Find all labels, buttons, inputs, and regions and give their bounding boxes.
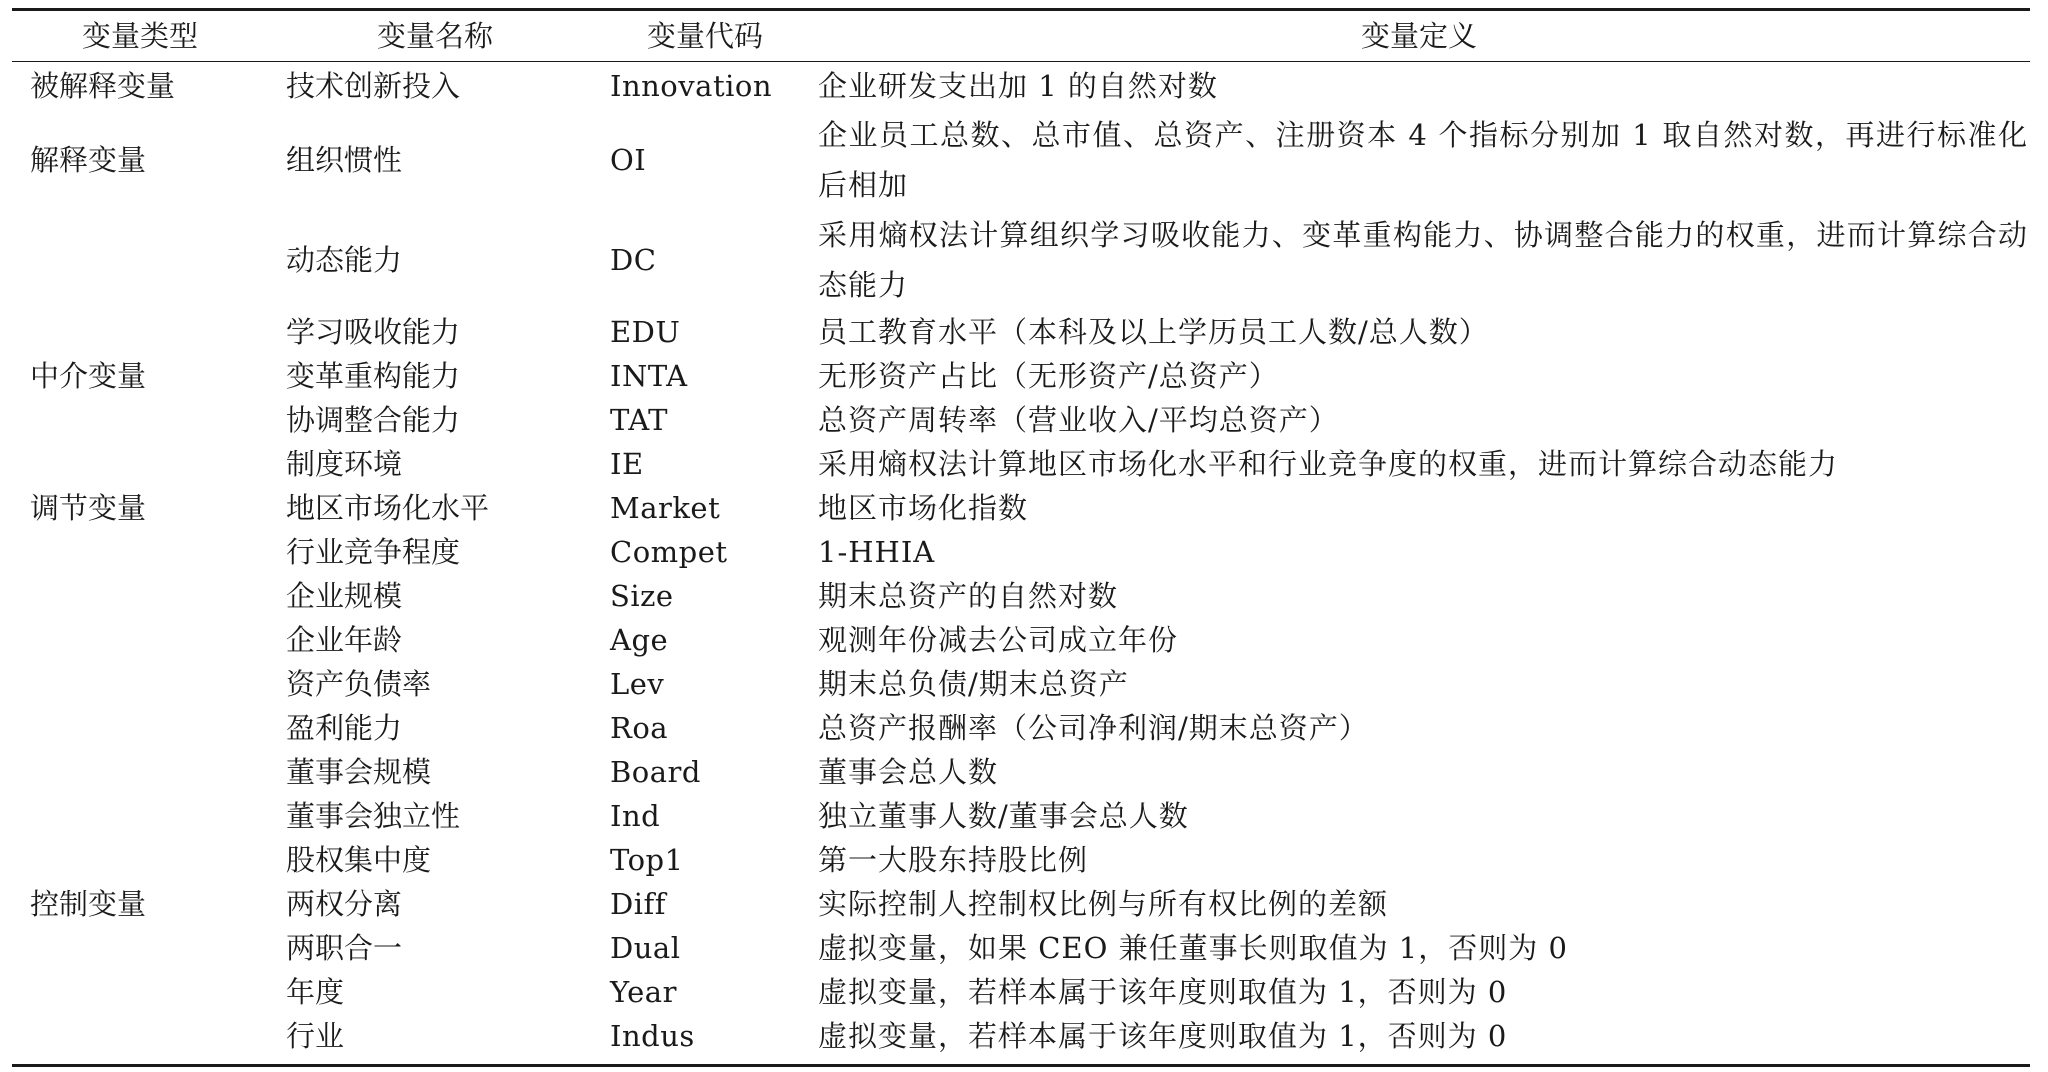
variable-name-cell: 两职合一 — [286, 931, 403, 965]
table-row — [12, 794, 2030, 838]
variable-definition-cell: 董事会总人数 — [818, 755, 999, 789]
variable-code-cell: Lev — [610, 667, 665, 701]
variable-definition-cell: 企业研发支出加 1 的自然对数 — [818, 69, 1218, 103]
variable-code-cell: INTA — [610, 359, 688, 393]
variable-definition-cell: 地区市场化指数 — [818, 491, 1029, 525]
table-row — [12, 310, 2030, 354]
variable-code-cell: Innovation — [610, 69, 773, 103]
bottom-rule — [12, 1064, 2030, 1067]
variable-code-cell: Compet — [610, 535, 728, 569]
table-row — [12, 442, 2030, 486]
variable-name-cell: 股权集中度 — [286, 843, 432, 877]
variable-code-cell: Board — [610, 755, 701, 789]
header-variable-definition: 变量定义 — [1360, 19, 1477, 53]
variable-name-cell: 董事会规模 — [286, 755, 432, 789]
header-variable-code: 变量代码 — [646, 19, 763, 53]
variable-name-cell: 组织惯性 — [286, 143, 403, 177]
variable-code-cell: Size — [610, 579, 674, 613]
variable-name-cell: 变革重构能力 — [286, 359, 461, 393]
variable-name-cell: 两权分离 — [286, 887, 403, 921]
variable-code-cell: Indus — [610, 1019, 695, 1053]
variable-code-cell: OI — [610, 143, 647, 177]
variable-name-cell: 协调整合能力 — [286, 403, 461, 437]
variable-definition-cell: 无形资产占比（无形资产/总资产） — [818, 359, 1279, 393]
variable-definition-cell: 员工教育水平（本科及以上学历员工人数/总人数） — [818, 315, 1489, 349]
table-header-row — [12, 11, 2030, 61]
variable-definition-cell: 企业员工总数、总市值、总资产、注册资本 4 个指标分别加 1 取自然对数，再进行标准化后相加 — [818, 118, 2028, 202]
variable-code-cell: Roa — [610, 711, 669, 745]
table-row — [12, 1014, 2030, 1058]
variable-definition-cell: 第一大股东持股比例 — [818, 843, 1089, 877]
variable-definition-cell: 实际控制人控制权比例与所有权比例的差额 — [818, 887, 1389, 921]
variable-definition-table — [12, 8, 2030, 1067]
variable-type-cell: 解释变量 — [30, 143, 147, 177]
variable-definition-cell: 总资产报酬率（公司净利润/期末总资产） — [818, 711, 1369, 745]
variable-name-cell: 行业 — [286, 1019, 345, 1053]
table-row — [12, 574, 2030, 618]
variable-definition-cell: 虚拟变量，若样本属于该年度则取值为 1，否则为 0 — [818, 1019, 1508, 1053]
variable-name-cell: 地区市场化水平 — [286, 491, 490, 525]
variable-name-cell: 企业年龄 — [286, 623, 403, 657]
table-row — [12, 62, 2030, 110]
variable-code-cell: EDU — [610, 315, 681, 349]
variable-code-cell: Year — [610, 975, 677, 1009]
table-row — [12, 486, 2030, 530]
table-row — [12, 354, 2030, 398]
variable-definition-cell: 总资产周转率（营业收入/平均总资产） — [818, 403, 1339, 437]
variable-name-cell: 学习吸收能力 — [286, 315, 461, 349]
variable-definition-cell: 期末总负债/期末总资产 — [818, 667, 1129, 701]
variable-name-cell: 盈利能力 — [286, 711, 403, 745]
variable-code-cell: Market — [610, 491, 721, 525]
variable-code-cell: IE — [610, 447, 644, 481]
table-row — [12, 970, 2030, 1014]
variable-name-cell: 动态能力 — [286, 243, 403, 277]
variable-definition-cell: 观测年份减去公司成立年份 — [818, 623, 1179, 657]
table-row — [12, 110, 2030, 210]
variable-code-cell: DC — [610, 243, 657, 277]
header-variable-name: 变量名称 — [376, 19, 493, 53]
variable-definition-cell: 1-HHIA — [818, 535, 936, 569]
table-body — [12, 62, 2030, 1058]
variable-code-cell: Dual — [610, 931, 681, 965]
table-row — [12, 838, 2030, 882]
variable-name-cell: 资产负债率 — [286, 667, 432, 701]
table-row — [12, 662, 2030, 706]
variable-type-cell: 控制变量 — [30, 887, 147, 921]
variable-code-cell: Top1 — [610, 843, 684, 877]
variable-name-cell: 年度 — [286, 975, 345, 1009]
variable-definition-cell: 虚拟变量，如果 CEO 兼任董事长则取值为 1，否则为 0 — [818, 931, 1568, 965]
table-row — [12, 926, 2030, 970]
variable-name-cell: 技术创新投入 — [286, 69, 461, 103]
variable-type-cell: 被解释变量 — [30, 69, 176, 103]
variable-definition-cell: 采用熵权法计算地区市场化水平和行业竞争度的权重，进而计算综合动态能力 — [818, 447, 1839, 481]
table-row — [12, 398, 2030, 442]
variable-type-cell: 中介变量 — [30, 359, 147, 393]
table-row — [12, 210, 2030, 310]
variable-definition-cell: 期末总资产的自然对数 — [818, 579, 1119, 613]
variable-name-cell: 行业竞争程度 — [286, 535, 461, 569]
variable-name-cell: 制度环境 — [286, 447, 403, 481]
variable-name-cell: 董事会独立性 — [286, 799, 461, 833]
table-row — [12, 530, 2030, 574]
header-variable-type: 变量类型 — [81, 19, 198, 53]
table-row — [12, 618, 2030, 662]
variable-definition-cell: 虚拟变量，若样本属于该年度则取值为 1，否则为 0 — [818, 975, 1508, 1009]
variable-code-cell: Ind — [610, 799, 661, 833]
table-row — [12, 750, 2030, 794]
variable-definition-cell: 采用熵权法计算组织学习吸收能力、变革重构能力、协调整合能力的权重，进而计算综合动态能力 — [818, 218, 2028, 302]
variable-type-cell: 调节变量 — [30, 491, 147, 525]
variable-definition-cell: 独立董事人数/董事会总人数 — [818, 799, 1189, 833]
variable-code-cell: Diff — [610, 887, 666, 921]
variable-name-cell: 企业规模 — [286, 579, 403, 613]
table-row — [12, 706, 2030, 750]
variable-code-cell: Age — [610, 623, 669, 657]
variable-code-cell: TAT — [610, 403, 668, 437]
table-row — [12, 882, 2030, 926]
